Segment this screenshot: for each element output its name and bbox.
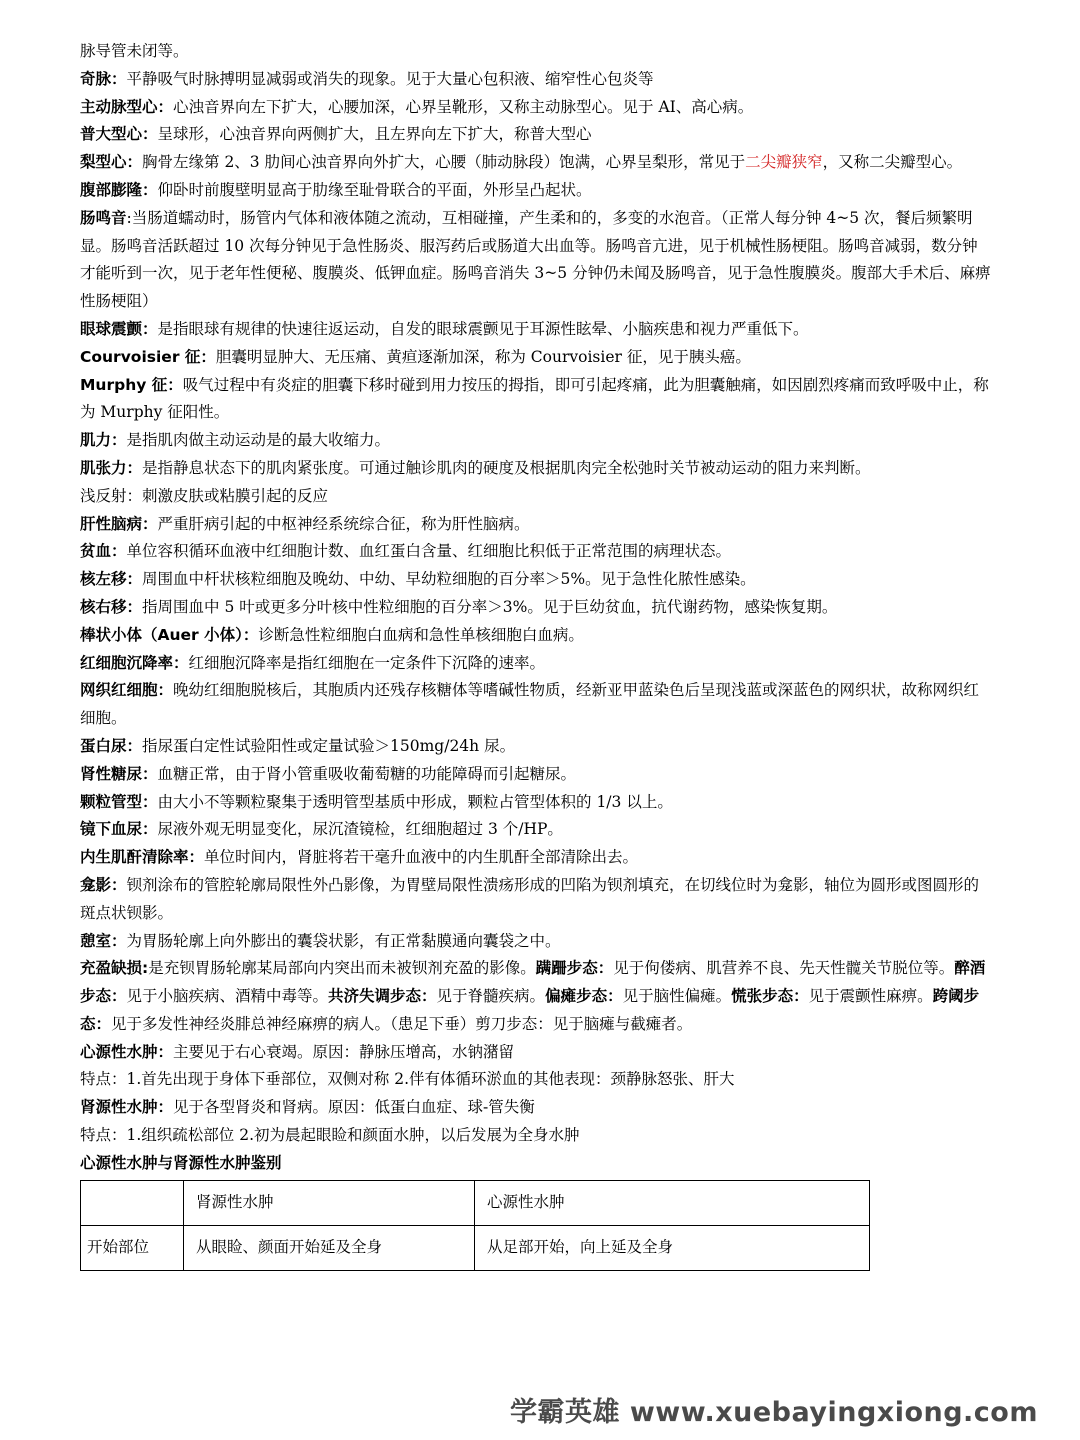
entry bbox=[80, 1039, 992, 1067]
table-cell: 肾源性水肿 bbox=[184, 1180, 475, 1225]
term: 核左移： bbox=[80, 570, 143, 589]
term: 主动脉型心： bbox=[80, 97, 174, 116]
term: 肾性糖尿： bbox=[80, 764, 158, 783]
term: 憩室： bbox=[80, 931, 127, 950]
entry bbox=[80, 789, 992, 817]
term: 肠鸣音 bbox=[80, 208, 127, 227]
entry bbox=[80, 455, 992, 483]
definition: 见于脊髓疾病。 bbox=[436, 987, 546, 1006]
term: 共济失调步态： bbox=[328, 987, 437, 1006]
entry bbox=[80, 66, 992, 94]
table-cell: 开始部位 bbox=[81, 1225, 184, 1270]
definition: 主要见于右心衰竭。原因：静脉压增高，水钠潴留 bbox=[173, 1042, 515, 1061]
definition: 血糖正常，由于肾小管重吸收葡萄糖的功能障碍而引起糖尿。 bbox=[157, 764, 577, 783]
entry bbox=[80, 1066, 992, 1094]
table-cell: 从足部开始，向上延及全身 bbox=[475, 1225, 870, 1270]
comparison-table bbox=[80, 1180, 870, 1271]
term: 梨型心： bbox=[80, 153, 143, 172]
entry bbox=[80, 511, 992, 539]
entry bbox=[80, 816, 992, 844]
entry bbox=[80, 372, 992, 428]
definition: 红细胞沉降率是指红细胞在一定条件下沉降的速率。 bbox=[188, 653, 546, 672]
term: 颗粒管型： bbox=[80, 792, 158, 811]
definition: 脉导管未闭等。 bbox=[80, 42, 189, 60]
definition: 浅反射：刺激皮肤或粘膜引起的反应 bbox=[80, 486, 329, 505]
term: 肝性脑病： bbox=[80, 514, 158, 533]
entry bbox=[80, 844, 992, 872]
entry bbox=[80, 733, 992, 761]
definition: 特点：1.首先出现于身体下垂部位，双侧对称 2.伴有体循环淤血的其他表现：颈静脉怒张、肝大 bbox=[80, 1070, 735, 1089]
term: 贫血： bbox=[80, 542, 127, 561]
definition: 是指肌肉做主动运动是的最大收缩力。 bbox=[126, 431, 391, 450]
definition: 胸骨左缘第 2、3 肋间心浊音界向外扩大，心腰（肺动脉段）饱满，心界呈梨形，常见于 bbox=[142, 153, 746, 172]
definition: 周围血中杆状核粒细胞及晚幼、中幼、早幼粒细胞的百分率＞5%。见于急性化脓性感染。 bbox=[142, 570, 756, 589]
term: 心源性水肿： bbox=[80, 1042, 174, 1061]
term: 眼球震颤： bbox=[80, 319, 158, 338]
footer-watermark: 学霸英雄 www.xuebayingxiong.com bbox=[509, 1397, 1038, 1428]
term: 肾源性水肿： bbox=[80, 1098, 174, 1117]
entry bbox=[80, 677, 992, 733]
entry-list bbox=[80, 38, 992, 955]
term: Murphy 征： bbox=[80, 375, 183, 394]
definition: 平静吸气时脉搏明显减弱或消失的现象。见于大量心包积液、缩窄性心包炎等 bbox=[126, 69, 654, 88]
term: 肌张力： bbox=[80, 458, 143, 477]
edema-section bbox=[80, 1039, 992, 1150]
entry bbox=[80, 928, 992, 956]
entry bbox=[80, 38, 992, 66]
definition: 晚幼红细胞脱核后，其胞质内还残存核糖体等嗜碱性物质，经新亚甲蓝染色后呈现浅蓝或深蓝色的网织状，故称网织红细胞。 bbox=[80, 681, 980, 728]
definition: 是充钡胃肠轮廓某局部向内突出而未被钡剂充盈的影像。 bbox=[148, 959, 536, 978]
definition: 心浊音界向左下扩大，心腰加深，心界呈靴形，又称主动脉型心。见于 AI、高心病。 bbox=[173, 97, 754, 116]
entry bbox=[80, 650, 992, 678]
definition: 指尿蛋白定性试验阳性或定量试验＞150mg/24h 尿。 bbox=[142, 736, 516, 755]
definition: 见于佝偻病、肌营养不良、先天性髋关节脱位等。 bbox=[613, 959, 955, 978]
highlight-text: 二尖瓣狭窄 bbox=[745, 153, 823, 172]
term: 网织红细胞： bbox=[80, 681, 174, 700]
term: 核右移： bbox=[80, 597, 143, 616]
entry bbox=[80, 316, 992, 344]
table-title: 心源性水肿与肾源性水肿鉴别 bbox=[80, 1153, 282, 1172]
definition: 见于多发性神经炎腓总神经麻痹的病人。（患足下垂）剪刀步态：见于脑瘫与截瘫者。 bbox=[111, 1014, 693, 1033]
term: 红细胞沉降率： bbox=[80, 653, 189, 672]
table-cell: 心源性水肿 bbox=[475, 1180, 870, 1225]
entry bbox=[80, 149, 992, 177]
entry bbox=[80, 538, 992, 566]
term: 充盈缺损: bbox=[80, 959, 149, 978]
definition: 单位时间内，肾脏将若干毫升血液中的内生肌酐全部清除出去。 bbox=[204, 848, 639, 867]
term: 蹒跚步态： bbox=[535, 959, 614, 978]
entry bbox=[80, 121, 992, 149]
entry bbox=[80, 483, 992, 511]
table-cell: 从眼睑、颜面开始延及全身 bbox=[184, 1225, 475, 1270]
term: 偏瘫步态： bbox=[545, 987, 623, 1006]
entry bbox=[80, 205, 992, 316]
term: 腹部膨隆： bbox=[80, 180, 158, 199]
entry bbox=[80, 177, 992, 205]
definition: 尿液外观无明显变化，尿沉渣镜检，红细胞超过 3 个/HP。 bbox=[157, 820, 563, 839]
term: 蛋白尿： bbox=[80, 736, 143, 755]
definition: 单位容积循环血液中红细胞计数、血红蛋白含量、红细胞比积低于正常范围的病理状态。 bbox=[126, 542, 732, 561]
table-row bbox=[81, 1225, 870, 1270]
definition: 是指静息状态下的肌肉紧张度。可通过触诊肌肉的硬度及根据肌肉完全松弛时关节被动运动的阻力来判断。 bbox=[142, 458, 871, 477]
term: 肌力： bbox=[80, 431, 127, 450]
table-cell bbox=[81, 1180, 184, 1225]
term: 醉酒步态： bbox=[80, 959, 986, 1006]
definition: 见于小脑疾病、酒精中毒等。 bbox=[126, 987, 329, 1006]
term: 龛影： bbox=[80, 875, 127, 894]
term: 慌张步态： bbox=[731, 987, 809, 1006]
entry bbox=[80, 622, 992, 650]
entry bbox=[80, 1122, 992, 1150]
term: 奇脉： bbox=[80, 69, 127, 88]
definition: 为胃肠轮廓上向外膨出的囊袋状影，有正常黏膜通向囊袋之中。 bbox=[126, 931, 561, 950]
definition: :当肠道蠕动时，肠管内气体和液体随之流动，互相碰撞，产生柔和的，多变的水泡音。（正常人每分钟 4~5 次，餐后频繁明显。肠鸣音活跃超过 10 次每分钟见于急性肠炎、服泻药后或肠道大出血等。肠鸣音亢进，见于机械性肠梗阻。肠鸣音减弱，数分钟才能听到一次，见于老年性便秘、腹膜炎、低钾血症。肠鸣音消失 3~5 分钟仍未闻及肠鸣音，见于急性腹膜炎。腹部大手术后、麻痹性肠梗阻） bbox=[80, 208, 991, 311]
definition: 呈球形，心浊音界向两侧扩大，且左界向左下扩大，称普大型心 bbox=[157, 125, 592, 144]
entry bbox=[80, 94, 992, 122]
term: 跨阈步态： bbox=[80, 987, 980, 1033]
entry-gait bbox=[80, 955, 992, 1038]
definition: 见于脑性偏瘫。 bbox=[622, 987, 732, 1006]
definition: 胆囊明显肿大、无压痛、黄疸逐渐加深，称为 Courvoisier 征，见于胰头癌。 bbox=[215, 347, 751, 366]
definition: 特点：1.组织疏松部位 2.初为晨起眼睑和颜面水肿，以后发展为全身水肿 bbox=[80, 1126, 580, 1145]
term: 镜下血尿： bbox=[80, 820, 158, 839]
entry bbox=[80, 761, 992, 789]
definition: 是指眼球有规律的快速往返运动，自发的眼球震颤见于耳源性眩晕、小脑疾患和视力严重低下。 bbox=[157, 319, 809, 338]
definition: 诊断急性粒细胞白血病和急性单核细胞白血病。 bbox=[258, 625, 584, 644]
definition: 仰卧时前腹壁明显高于肋缘至耻骨联合的平面，外形呈凸起状。 bbox=[157, 180, 592, 199]
table-header-row bbox=[81, 1180, 870, 1225]
term: 内生肌酐清除率： bbox=[80, 848, 205, 867]
definition: 钡剂涂布的管腔轮廓局限性外凸影像，为胃壁局限性溃疡形成的凹陷为钡剂填充，在切线位时为龛影，轴位为圆形或图圆形的斑点状钡影。 bbox=[80, 875, 980, 922]
entry bbox=[80, 427, 992, 455]
entry bbox=[80, 344, 992, 372]
entry bbox=[80, 1094, 992, 1122]
entry bbox=[80, 566, 992, 594]
definition: ，又称二尖瓣型心。 bbox=[822, 153, 963, 172]
term: 棒状小体（Auer 小体）： bbox=[80, 625, 259, 644]
term: Courvoisier 征： bbox=[80, 347, 216, 366]
document-body bbox=[80, 38, 992, 1271]
definition: 严重肝病引起的中枢神经系统综合征，称为肝性脑病。 bbox=[157, 514, 530, 533]
definition: 见于各型肾炎和肾病。原因：低蛋白血症、球-管失衡 bbox=[173, 1098, 535, 1117]
definition: 吸气过程中有炎症的胆囊下移时碰到用力按压的拇指，即可引起疼痛，此为胆囊触痛，如因剧烈疼痛而致呼吸中止，称为 Murphy 征阳性。 bbox=[80, 375, 989, 422]
entry bbox=[80, 872, 992, 928]
term: 普大型心： bbox=[80, 125, 158, 144]
definition: 由大小不等颗粒聚集于透明管型基质中形成，颗粒占管型体积的 1/3 以上。 bbox=[157, 792, 673, 811]
definition: 指周围血中 5 叶或更多分叶核中性粒细胞的百分率＞3%。见于巨幼贫血，抗代谢药物，感染恢复期。 bbox=[142, 597, 838, 616]
definition: 见于震颤性麻痹。 bbox=[808, 987, 933, 1006]
entry bbox=[80, 594, 992, 622]
